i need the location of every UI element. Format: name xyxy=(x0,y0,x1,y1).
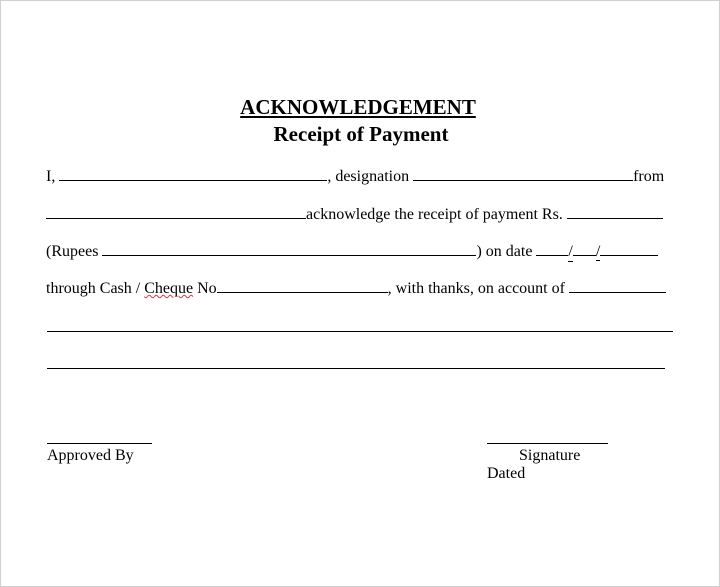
account-blank[interactable] xyxy=(569,278,666,293)
date-slash: / xyxy=(595,243,601,260)
designation-blank[interactable] xyxy=(413,166,633,181)
signature-line[interactable] xyxy=(487,443,608,444)
name-blank[interactable] xyxy=(59,166,327,181)
date-day-blank[interactable] xyxy=(536,241,568,256)
line-cheque xyxy=(46,278,666,298)
title-text: ACKNOWLEDGEMENT xyxy=(240,95,476,119)
account-line-1[interactable] xyxy=(47,331,673,332)
text-with-thanks: , with thanks, on account of xyxy=(387,280,565,297)
cheque-no-blank[interactable] xyxy=(217,278,388,293)
text-cheque: Cheque xyxy=(144,280,194,297)
line-acknowledge xyxy=(46,204,663,224)
text-designation: , designation xyxy=(327,168,410,185)
signature-label: Signature xyxy=(519,447,581,464)
amount-blank[interactable] xyxy=(567,204,663,219)
text-no: No xyxy=(197,280,217,297)
text-through-cash: through Cash / xyxy=(46,280,141,297)
text-from: from xyxy=(633,168,665,185)
date-year-blank[interactable] xyxy=(600,241,658,256)
approved-by-line[interactable] xyxy=(47,443,152,444)
account-line-2[interactable] xyxy=(47,368,665,369)
line-rupees-date xyxy=(46,241,658,261)
dated-label: Dated xyxy=(487,465,526,482)
rupees-words-blank[interactable] xyxy=(102,241,476,256)
text-on-date: ) on date xyxy=(476,243,533,260)
text-i: I, xyxy=(46,168,56,185)
line-name-designation xyxy=(46,166,664,186)
approved-by-label: Approved By xyxy=(47,447,134,464)
document-title xyxy=(1,95,720,120)
text-rupees: (Rupees xyxy=(46,243,99,260)
from-blank[interactable] xyxy=(46,204,306,219)
text-acknowledge: acknowledge the receipt of payment Rs. xyxy=(306,206,563,223)
document-subtitle: Receipt of Payment xyxy=(273,122,449,146)
date-slash: / xyxy=(568,243,573,260)
date-month-blank[interactable] xyxy=(573,241,596,256)
